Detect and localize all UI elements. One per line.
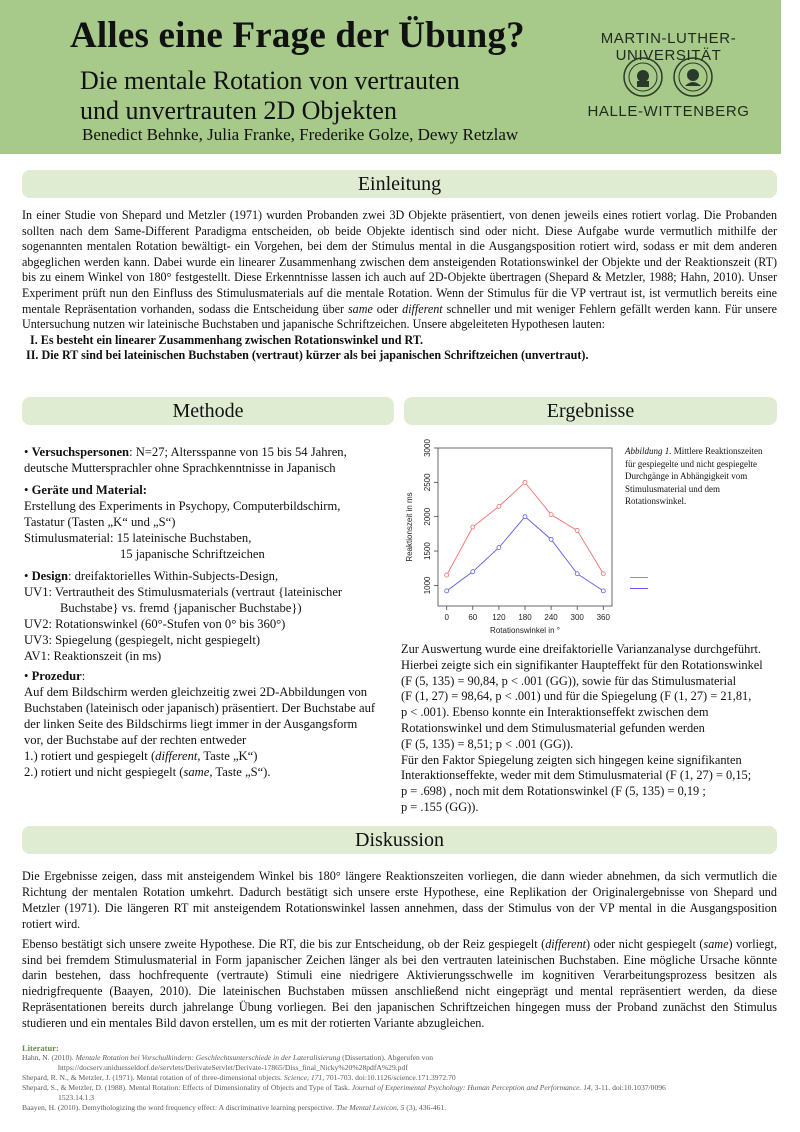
poster-title: Alles eine Frage der Übung? — [70, 15, 525, 56]
university-seal-right-icon — [672, 56, 714, 98]
data-point-fremd — [497, 504, 501, 508]
university-logo-text-top: MARTIN-LUTHER-UNIVERSITÄT — [600, 30, 737, 64]
subtitle-line-1: Die mentale Rotation von vertrauten — [80, 66, 460, 95]
ergebnisse-text: Zur Auswertung wurde eine dreifaktorielle Varianzanalyse durchgeführt. Hierbei zeigte sich ein signifikanter Haupteffekt für den Rotationswinkel (F (5, 135) = 90,84, p < .001 (GG)), sowie für das Stimulusmaterial (F (1, 27) = 98,64, p < .001) und für die Spiegelung (F (1, 27) = 21,81, p < .001). Ebenso konnte ein Interaktionseffekt zwischen dem Rotationswinkel und dem Stimulusmaterial gefunden werden (F (5, 135) = 8,51; p < .001 (GG)). Für den Faktor Spiegelung zeigten sich hingegen keine signifikanten Interaktionseffekte, weder mit dem Stimulusmaterial (F (1, 27) = 0,15; p = .698) , noch mit dem Rotationswinkel (F (5, 135) = 0,19 ; p = .155 (GG)). — [401, 642, 763, 814]
diskussion-text: Die Ergebnisse zeigen, dass mit ansteigendem Winkel bis 180° längere Reaktionszeiten vorliegen, die dann wieder abnehmen, da sich vermutlich die Richtung der mentalen Rotation umkehrt. Dadurch bestätigt sich unsere erste Hypothese, eine Replikation der Originalergebnisse von Shepard und Metzler (1971). Die längeren RT mit ansteigendem Rotationswinkel lassen annehmen, dass der Stimulus von der VP mental in die Ausgangsposition rotiert wird. Ebenso bestätigt sich unsere zweite Hypothese. Die RT, die bis zur Entscheidung, ob der Reiz gespiegelt (different) oder nicht gespiegelt (same) vorliegt, sind bei fremdem Stimulusmaterial in Form japanischer Zeichen länger als bei den vertrauten lateinischen Buchstaben. Eine mögliche Ursache könnte darin bestehen, dass hochfrequente (vertraute) Stimuli eine niedrigere Aktivierungsschwelle im kognitiven Verarbeitungsprozess besitzen als niedrigfrequente (Baayen, 2010). Die lateinischen Buchstaben müssen anschließend nicht eingeprägt und mental repräsentiert werden, da diese Repräsentationen bereits durch jahrelange Übung vorliegen. Bei den japanischen Schriftzeichen hingegen muss der Proband zunächst den Stimulus studieren und ein mentales Bild davon erstellen, um es mit der rotierten Variante abzugleichen. — [22, 869, 777, 1031]
chart-legend — [630, 565, 656, 593]
reaction-time-chart — [400, 436, 622, 636]
series-line-fremd — [447, 482, 604, 575]
references-header: Literatur: — [22, 1043, 59, 1053]
legend-item-vertraut — [630, 582, 656, 593]
y-axis-label: Reaktionszeit in ms — [405, 492, 414, 562]
subtitle-line-2: und unvertrauten 2D Objekten — [80, 96, 397, 125]
section-einleitung: Einleitung — [22, 170, 777, 198]
data-point-vertraut — [497, 546, 501, 550]
data-point-fremd — [601, 572, 605, 576]
y-tick-label: 1500 — [423, 542, 432, 560]
data-point-vertraut — [575, 572, 579, 576]
university-seal-left-icon — [622, 56, 664, 98]
y-tick-label: 1000 — [423, 576, 432, 595]
data-point-vertraut — [601, 589, 605, 593]
einleitung-text: In einer Studie von Shepard und Metzler (1971) wurden Probanden zwei 3D Objekte präsentiert, von denen jeweils eines rotiert vorlag. Die Probanden sollten nach dem Same-Different Paradigma entscheiden, ob beide Objekte identisch sind oder nicht. Diese Aufgabe wurde vermutlich mithilfe der sogenannten mentalen Rotation bewältigt- ein Vorgehen, bei dem der Stimulus mental in die Ausgangsposition rotiert wird, sodass er mit dem anderen abgeglichen werden kann. Dabei wurde ein linearer Zusammenhang zwischen dem ansteigenden Rotationswinkel der Objekte und der Reaktionszeit (RT) bis zu einem Winkel von 180° festgestellt. Diese Erkenntnisse lassen ich auch auf 2D-Objekte übertragen (Shepard & Metzler, 1988; Hahn, 2010). Unser Experiment prüft nun den Einfluss des Stimulusmaterials auf die mentale Rotation. Wenn der Stimulus für die VP vertraut ist, ist vermutlich bereits eine mentale Repräsentation vorhanden, sodass die Entscheidung über same oder different schneller und mit weniger Fehlern gefällt werden kann. Für unsere Untersuchung nutzen wir lateinische Buchstaben und japanische Schriftzeichen. Unsere abgeleiteten Hypothesen lauten: I. Es besteht ein linearer Zusammenhang zwischen Rotationswinkel und RT. II. Die RT sind bei lateinischen Buchstaben (vertraut) kürzer als bei japanischen Schriftzeichen (unvertraut). — [22, 208, 777, 363]
data-point-fremd — [523, 480, 527, 484]
hypothesis-2: II. Die RT sind bei lateinischen Buchstaben (vertraut) kürzer als bei japanischen Schriftzeichen (unvertraut). — [26, 348, 589, 363]
figure-caption: Abbildung 1. Mittlere Reaktionszeiten für gespiegelte und nicht gespiegelte Durchgänge in Abhängigkeit vom Stimulusmaterial und dem Rotationswinkel. — [625, 446, 763, 506]
data-point-fremd — [471, 525, 475, 529]
data-point-fremd — [445, 573, 449, 577]
x-tick-label: 120 — [492, 613, 506, 622]
x-tick-label: 60 — [468, 613, 478, 622]
data-point-vertraut — [445, 589, 449, 593]
x-tick-label: 0 — [444, 613, 449, 622]
series-line-vertraut — [447, 517, 604, 591]
section-ergebnisse: Ergebnisse — [404, 397, 777, 425]
authors: Benedict Behnke, Julia Franke, Frederike Golze, Dewy Retzlaw — [82, 125, 519, 144]
y-tick-label: 3000 — [423, 439, 432, 457]
section-methode: Methode — [22, 397, 394, 425]
section-diskussion: Diskussion — [22, 826, 777, 854]
references: Literatur: Hahn, N. (2010). Mentale Rotation bei Vorschulkindern: Geschlechtsunterschiede in der Lateralisierung (Dissertation). Abgerufen von https://docserv.uniduesseldorf.de/servlets/DerivateServlet/Derivate-17865/Diss_final_Nicky%20%28pdfA%29.pdf Shepard, R. N., & Metzler, J. (1971). Mental rotation of of three-dimensional objects. Science, 171, 701-703. doi:10.1126/science.171.3972.70 Shepard, S., & Metzler, D. (1988). Mental Rotation: Effects of Dimensionality of Objects and Type of Task. Journal of Experimental Psychology: Human Perception and Performance. 14, 3-11. doi:10.1037/0096 1523.14.1.3 Baayen, H. (2010). Demythologizing the word frequency effect: A discriminative learning perspective. The Mental Lexicon, 5 (3), 436-461. — [22, 1043, 782, 1113]
data-point-vertraut — [471, 570, 475, 574]
x-tick-label: 240 — [544, 613, 558, 622]
x-axis-label: Rotationswinkel in ° — [490, 626, 560, 635]
data-point-fremd — [549, 513, 553, 517]
x-tick-label: 360 — [596, 613, 610, 622]
y-tick-label: 2500 — [423, 473, 432, 492]
y-tick-label: 2000 — [423, 507, 432, 526]
hypothesis-1: I. Es besteht ein linearer Zusammenhang zwischen Rotationswinkel und RT. — [30, 332, 424, 347]
methode-text: • Versuchspersonen: N=27; Altersspanne von 15 bis 54 Jahren, deutsche Muttersprachler ohne Sprachkenntnisse in Japanisch • Geräte und Material: Erstellung des Experiments in Psychopy, Computerbildschirm, Tastatur (Tasten „K“ und „S“) Stimulusmaterial: 15 lateinische Buchstaben, 15 japanische Schriftzeichen • Design: dreifaktorielles Within-Subjects-Design, UV1: Vertrautheit des Stimulusmaterials (vertraut {lateinischer Buchstabe} vs. fremd {japanischer Buchstabe}) UV2: Rotationswinkel (60°-Stufen von 0° bis 360°) UV3: Spiegelung (gespiegelt, nicht gespiegelt) AV1: Reaktionszeit (in ms) • Prozedur: Auf dem Bildschirm werden gleichzeitig zwei 2D-Abbildungen von Buchstaben (lateinisch oder japanisch) präsentiert. Der Buchstabe auf der linken Seite des Bildschirms liegt immer in der Ausgangsform vor, der Buchstabe auf der rechten entweder 1.) rotiert und gespiegelt (different, Taste „K“) 2.) rotiert und nicht gespiegelt (same, Taste „S“). — [24, 445, 376, 779]
poster-header — [0, 0, 800, 154]
data-point-vertraut — [549, 537, 553, 541]
university-logo-text-bottom: HALLE-WITTENBERG — [587, 103, 750, 120]
data-point-fremd — [575, 528, 579, 532]
x-tick-label: 180 — [518, 613, 532, 622]
data-point-vertraut — [523, 515, 527, 519]
plot-frame — [438, 448, 612, 606]
x-tick-label: 300 — [570, 613, 584, 622]
legend-item-fremd — [630, 571, 656, 582]
